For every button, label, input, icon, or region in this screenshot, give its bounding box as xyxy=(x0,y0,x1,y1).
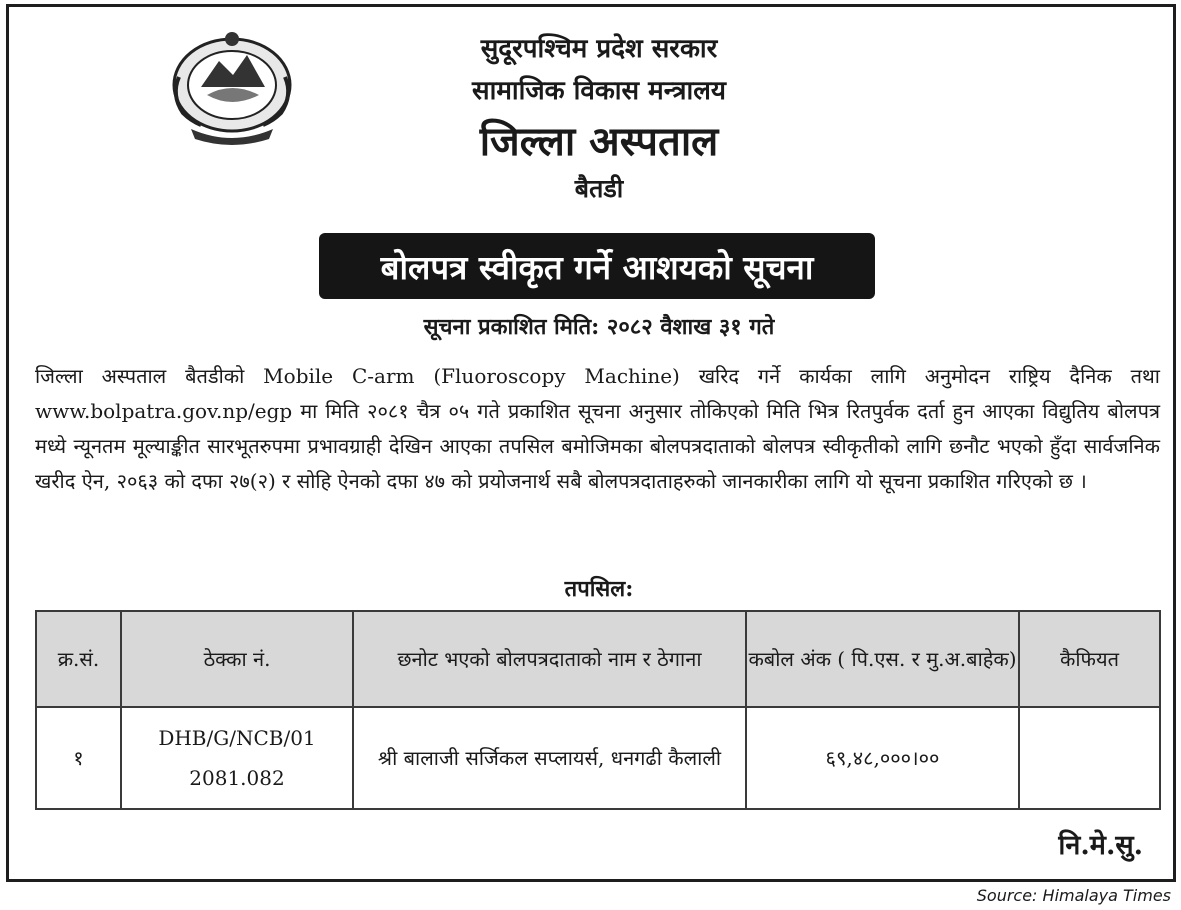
column-header-bidder: छनोट भएको बोलपत्रदाताको नाम र ठेगाना xyxy=(353,611,746,707)
nepal-emblem-icon xyxy=(161,25,303,147)
office-name: जिल्ला अस्पताल xyxy=(479,118,719,165)
table-row xyxy=(36,707,1160,809)
column-header-amount: कबोल अंक ( पि.एस. र मु.अ.बाहेक) xyxy=(746,611,1019,707)
bid-details-table xyxy=(35,610,1161,810)
cell-remarks xyxy=(1019,707,1160,809)
column-header-remarks: कैफियत xyxy=(1019,611,1160,707)
table-header-row xyxy=(36,611,1160,707)
source-credit: Source: Himalaya Times xyxy=(976,886,1171,905)
column-header-contract-no: ठेक्का नं. xyxy=(121,611,353,707)
government-name: सुदूरपश्चिम प्रदेश सरकार xyxy=(480,34,718,64)
notice-body: जिल्ला अस्पताल बैतडीको Mobile C-arm (Fluoroscopy Machine) खरिद गर्ने कार्यका लागि अनुमोदन राष्ट्रिय दैनिक तथा www.bolpatra.gov.np/egp मा मिति २०८१ चैत्र ०५ गते प्रकाशित सूचना अनुसार तोकिएको मिति भित्र रितपुर्वक दर्ता हुन आएका विद्युतिय बोलपत्र मध्ये न्यूनतम मूल्याङ्कीत सारभूतरुपमा प्रभावग्राही देखिन आएका तपसिल बमोजिमका बोलपत्रदाताको बोलपत्र स्वीकृतीको लागि छनौट भएको हुँदा सार्वजनिक खरीद ऐन, २०६३ को दफा २७(२) र सोहि ऐनको दफा ४७ को प्रयोजनार्थ सबै बोलपत्रदाताहरुको जानकारीका लागि यो सूचना प्रकाशित गरिएको छ । xyxy=(35,364,1160,493)
cell-bidder: श्री बालाजी सर्जिकल सप्लायर्स, धनगढी कैलाली xyxy=(353,707,746,809)
published-date: सूचना प्रकाशित मिति: २०८२ वैशाख ३१ गते xyxy=(423,314,775,340)
letterhead xyxy=(309,29,889,207)
cell-amount: ६९,४८,०००।०० xyxy=(746,707,1019,809)
closing-signature: नि.मे.सु. xyxy=(1058,830,1143,861)
cell-serial: १ xyxy=(36,707,121,809)
cell-contract-no: DHB/G/NCB/01 2081.082 xyxy=(121,707,353,809)
column-header-serial: क्र.सं. xyxy=(36,611,121,707)
ministry-name: सामाजिक विकास मन्त्रालय xyxy=(472,76,726,106)
notice-title-banner: बोलपत्र स्वीकृत गर्ने आशयको सूचना xyxy=(319,233,875,299)
office-location: बैतडी xyxy=(574,174,624,203)
notice-frame xyxy=(6,4,1176,882)
details-subheading: तपसिल: xyxy=(564,576,634,602)
